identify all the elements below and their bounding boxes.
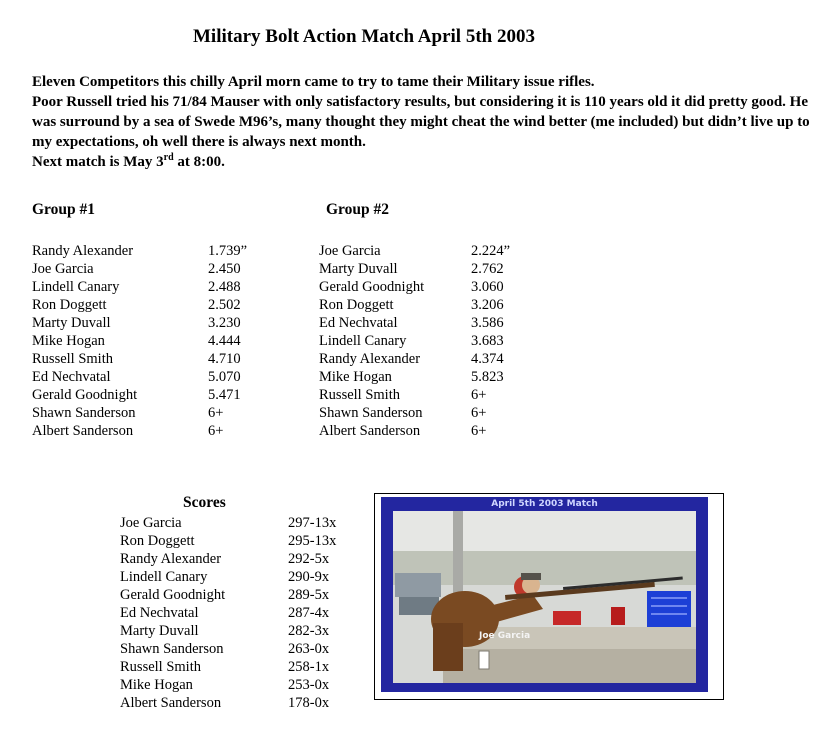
blue-crate [647,591,691,627]
intro-paragraph [32,72,812,172]
score-value: 289-5x [288,587,330,603]
group-size: 5.471 [208,387,241,403]
competitor-name: Joe Garcia [32,261,94,277]
result-row [32,242,247,260]
photo-caption: April 5th 2003 Match [491,499,598,509]
score-row [120,694,336,712]
competitor-name: Gerald Goodnight [319,279,425,295]
intro-line-3 [32,152,812,172]
competitor-name: Joe Garcia [319,243,381,259]
result-row [32,314,247,332]
group-2-results [319,242,510,440]
competitor-name: Mike Hogan [319,369,392,385]
group-size: 3.060 [471,279,504,295]
score-row [120,550,336,568]
competitor-name: Ron Doggett [32,297,107,313]
group-size: 6+ [208,405,224,421]
result-row [319,386,510,404]
competitor-name: Shawn Sanderson [319,405,423,421]
competitor-name: Albert Sanderson [319,423,421,439]
result-row [32,422,247,440]
sky-haze [393,511,696,551]
group-size: 5.823 [471,369,504,385]
crate-slat [651,605,687,607]
competitor-name: Marty Duvall [120,623,199,639]
competitor-name: Albert Sanderson [120,695,222,711]
group-size: 2.224” [471,243,511,259]
competitor-name: Joe Garcia [120,515,182,531]
photo-name-label: Joe Garcia [479,631,531,641]
competitor-name: Ed Nechvatal [319,315,398,331]
group-size: 6+ [471,405,487,421]
competitor-name: Gerald Goodnight [32,387,138,403]
result-row [32,332,247,350]
bench-sign [479,651,489,669]
result-row [319,422,510,440]
score-value: 253-0x [288,677,330,693]
result-row [319,278,510,296]
result-row [319,314,510,332]
competitor-name: Lindell Canary [319,333,407,349]
competitor-name: Ron Doggett [120,533,195,549]
group-size: 4.444 [208,333,241,349]
competitor-name: Ed Nechvatal [32,369,111,385]
group-size: 2.762 [471,261,504,277]
score-value: 295-13x [288,533,337,549]
match-photo [381,497,708,692]
competitor-name: Marty Duvall [32,315,111,331]
scores-list [120,514,336,712]
result-row [32,260,247,278]
result-row [32,350,247,368]
competitor-name: Mike Hogan [120,677,193,693]
crate-slat [651,613,687,615]
score-row [120,658,336,676]
ammo-box [553,611,581,625]
result-row [319,404,510,422]
group-1-heading: Group #1 [32,201,96,218]
score-value: 292-5x [288,551,330,567]
result-row [32,278,247,296]
group-size: 4.710 [208,351,241,367]
next-match-text: Next match is May 3 [32,154,164,170]
group-size: 2.488 [208,279,241,295]
group-size: 5.070 [208,369,241,385]
competitor-name: Marty Duvall [319,261,398,277]
result-row [32,404,247,422]
group-2-heading: Group #2 [326,201,390,218]
score-value: 282-3x [288,623,330,639]
intro-line-2: Poor Russell tried his 71/84 Mauser with only satisfactory results, but considering it is 110 years old it did pretty good. He was surround by a sea of Swede M96’s, many thought they might cheat the wind better (me included) but didn’t live up to my expectations, oh well there is always next month. [32,94,810,150]
result-row [319,368,510,386]
score-row [120,568,336,586]
score-value: 178-0x [288,695,330,711]
group-size: 6+ [471,423,487,439]
competitor-name: Randy Alexander [32,243,134,259]
crate-slat [651,597,687,599]
competitor-name: Russell Smith [32,351,113,367]
page-title: Military Bolt Action Match April 5th 2003 [193,26,535,47]
result-row [32,296,247,314]
score-value: 287-4x [288,605,330,621]
shooter-cap [521,573,541,580]
score-row [120,532,336,550]
competitor-name: Lindell Canary [32,279,120,295]
group-size: 4.374 [471,351,504,367]
score-value: 258-1x [288,659,330,675]
crate-left [395,573,441,597]
group-size: 1.739” [208,243,248,259]
group-size: 6+ [471,387,487,403]
group-size: 3.683 [471,333,504,349]
competitor-name: Russell Smith [319,387,400,403]
group-size: 6+ [208,423,224,439]
result-row [319,350,510,368]
score-row [120,676,336,694]
ammo-box-small [611,607,625,625]
result-row [319,242,510,260]
score-value: 263-0x [288,641,330,657]
score-value: 290-9x [288,569,330,585]
competitor-name: Shawn Sanderson [120,641,224,657]
group-size: 3.230 [208,315,241,331]
group-size: 2.450 [208,261,241,277]
result-row [319,332,510,350]
group-size: 3.586 [471,315,504,331]
score-row [120,514,336,532]
group-1-results [32,242,247,440]
next-match-time: at 8:00. [173,154,225,170]
competitor-name: Albert Sanderson [32,423,134,439]
result-row [319,296,510,314]
group-size: 3.206 [471,297,504,313]
competitor-name: Gerald Goodnight [120,587,226,603]
result-row [32,368,247,386]
scores-heading: Scores [183,494,226,511]
competitor-name: Mike Hogan [32,333,105,349]
next-match-ordinal: rd [163,152,174,163]
shooter-arm [433,623,463,671]
competitor-name: Shawn Sanderson [32,405,136,421]
shooter-illustration [393,511,696,683]
competitor-name: Russell Smith [120,659,201,675]
result-row [319,260,510,278]
score-value: 297-13x [288,515,337,531]
score-row [120,640,336,658]
score-row [120,622,336,640]
result-row [32,386,247,404]
competitor-name: Lindell Canary [120,569,208,585]
competitor-name: Ed Nechvatal [120,605,199,621]
competitor-name: Randy Alexander [319,351,421,367]
competitor-name: Randy Alexander [120,551,222,567]
score-row [120,586,336,604]
group-size: 2.502 [208,297,241,313]
intro-line-1: Eleven Competitors this chilly April morn came to try to tame their Military issue rifles. [32,74,595,90]
score-row [120,604,336,622]
competitor-name: Ron Doggett [319,297,394,313]
